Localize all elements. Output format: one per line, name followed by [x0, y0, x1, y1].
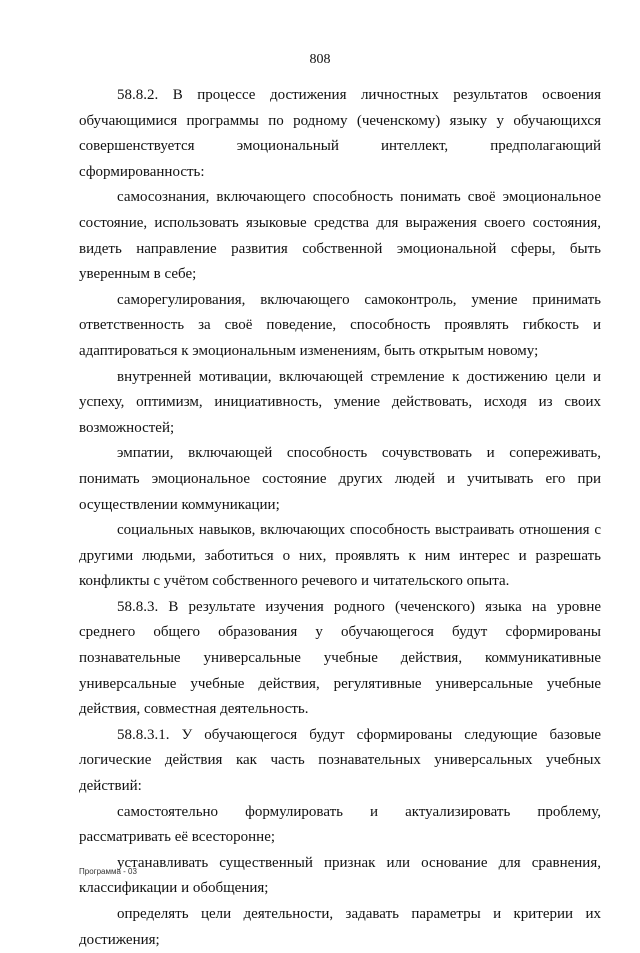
- paragraph: определять цели деятельности, задавать параметры и критерии их достижения;: [79, 906, 601, 948]
- paragraph: 58.8.3. В результате изучения родного (чеченского) языка на уровне среднего общего образования у обучающегося будут сформированы познавательные универсальные учебные действия, коммуникативные универсальные учебные действия, регулятивные универсальные учебные действия, совместная деятельность.: [79, 598, 601, 718]
- paragraph: 58.8.2. В процессе достижения личностных результатов освоения обучающимися программы по родному (чеченскому) языку у обучающихся совершенствуется эмоциональный интеллект, предполагающий сформированность:: [79, 87, 601, 180]
- paragraph: устанавливать существенный признак или основание для сравнения, классификации и обобщения;: [79, 854, 601, 897]
- page-number: 808: [309, 52, 331, 67]
- document-body: [79, 83, 601, 953]
- paragraph: саморегулирования, включающего самоконтроль, умение принимать ответственность за своё поведение, способность проявлять гибкость и адаптироваться к эмоциональным изменениям, быть открытым новому;: [79, 291, 601, 359]
- paragraph: самостоятельно формулировать и актуализировать проблему, рассматривать её всесторонне;: [79, 803, 601, 846]
- paragraph: эмпатии, включающей способность сочувствовать и сопереживать, понимать эмоциональное состояние других людей и учитывать его при осуществлении коммуникации;: [79, 445, 601, 513]
- paragraph: социальных навыков, включающих способность выстраивать отношения с другими людьми, заботиться о них, проявлять к ним интерес и разрешать конфликты с учётом собственного речевого и читательского опыта.: [79, 522, 601, 590]
- paragraph: 58.8.3.1. У обучающегося будут сформированы следующие базовые логические действия как часть познавательных универсальных учебных действий:: [79, 726, 601, 795]
- paragraph: самосознания, включающего способность понимать своё эмоциональное состояние, использовать языковые средства для выражения своего состояния, видеть направление развития собственной эмоциональной сферы, быть уверенным в себе;: [79, 189, 601, 283]
- paragraph: внутренней мотивации, включающей стремление к достижению цели и успеху, оптимизм, инициативность, умение действовать, исходя из своих возможностей;: [79, 368, 601, 436]
- footer-note: Программа - 03: [79, 867, 137, 876]
